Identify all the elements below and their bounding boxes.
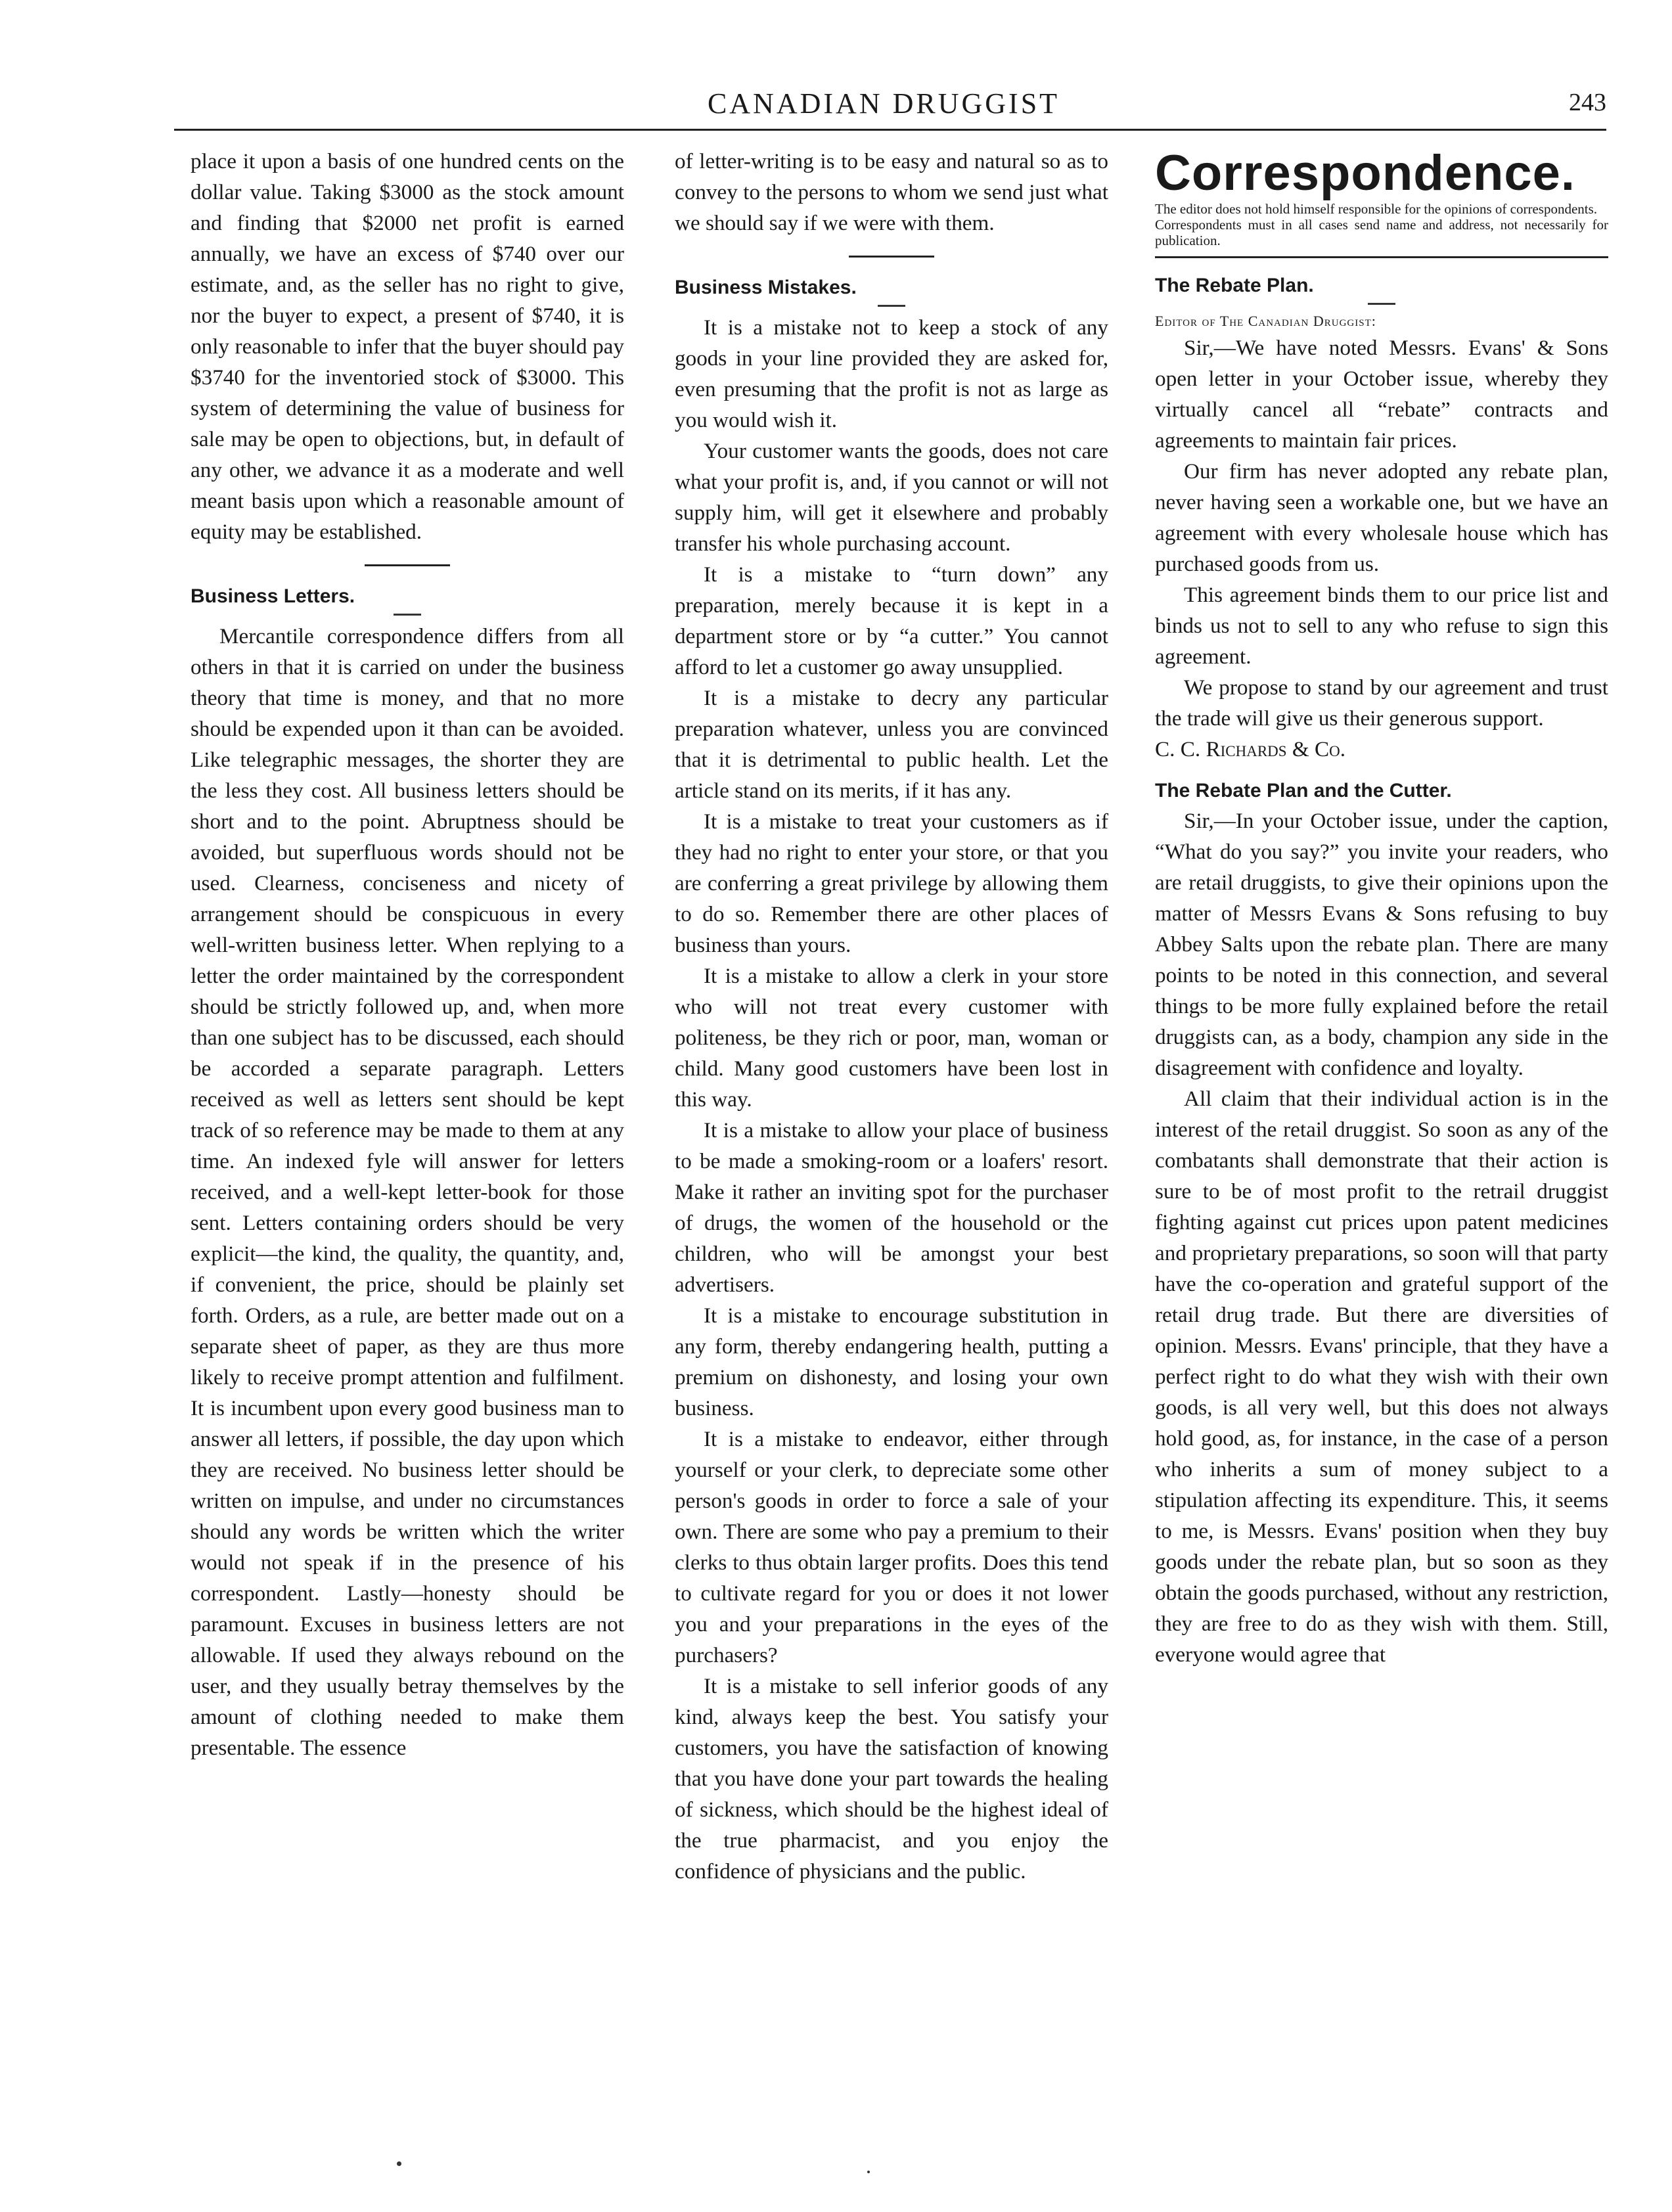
paragraph: We propose to stand by our agreement and trust the trade will give us their generous support. — [1155, 675, 1608, 731]
paragraph: Mercantile correspondence differs from all others in that it is carried on under the business theory that time is money, and that no more should be expended upon it than can be avoided. Like telegraphic messages, the shorter they are the less they cost. All business letters should be short and to the point. Abruptness should be avoided, but superfluous words should not be used. Clearness, conciseness and nicety of arrangement should be conspicuous in every well-written business letter. When replying to a letter the order maintained by the correspondent should be strictly followed up, and, when more than one subject has to be discussed, each should be accorded a separate paragraph. Letters received as well as letters sent should be kept track of so reference may be made to them at any time. An indexed fyle will answer for letters received, and a well-kept letter-book for those sent. Letters containing orders should be very explicit—the kind, the quality, the quantity, and, if convenient, the price, should be plainly set forth. Orders, as a rule, are better made out on a separate sheet of paper, as they are thus more likely to receive prompt attention and fulfilment. It is incumbent upon every good business man to answer all letters, if possible, the day upon which they are received. No business letter should be written on impulse, and under no circumstances should any words be written which the writer would not speak if in the presence of his correspondent. Lastly—honesty should be paramount. Excuses in business letters are not allowable. If used they always rebound on the user, and they usually betray themselves by the amount of clothing needed to make them presentable. The essence — [191, 624, 624, 1760]
correspondence-title: Correspondence. — [1155, 145, 1576, 201]
section-separator — [849, 256, 934, 258]
print-speck — [397, 2161, 401, 2166]
letter-addressee: Editor of The Canadian Druggist: — [1155, 313, 1376, 329]
letter-heading-rebate-plan: The Rebate Plan. — [1155, 275, 1314, 296]
paragraph: Sir,—In your October issue, under the caption, “What do you say?” you invite your readers, who are retail druggists, to give their opinions upon the matter of Messrs Evans & Sons refusing to buy Abbey Salts upon the rebate plan. There are many points to be noted in this connection, and several things to be more fully explained before the retail druggists can, as a body, champion any side in the disagreement with confidence and loyalty. — [1155, 809, 1608, 1080]
paragraph: It is a mistake to decry any particular preparation whatever, unless you are convinced that it is detrimental to public health. Let the article stand on its merits, if it has any. — [675, 686, 1108, 803]
letter-heading-rebate-plan-cutter: The Rebate Plan and the Cutter. — [1155, 780, 1452, 801]
section-heading-business-mistakes: Business Mistakes. — [675, 277, 857, 298]
heading-dash — [394, 614, 421, 616]
section-separator — [365, 564, 450, 566]
paragraph: It is a mistake to allow a clerk in your store who will not treat every customer with politeness, be they rich or poor, man, woman or child. Many good customers have been lost in this way. — [675, 964, 1108, 1112]
column-left — [191, 146, 624, 1763]
paragraph: All claim that their individual action is in the interest of the retail druggist. So soon as any of the combatants shall demonstrate that their action is sure to be of most profit to the retrail druggist fighting against cut prices upon patent medicines and proprietary preparations, so soon will that party have the co-operation and grateful support of the retail drug trade. But there are diversities of opinion. Messrs. Evans' principle, that they have a perfect right to do what they wish with their own goods, is all very well, but this does not always hold good, as, for instance, in the case of a person who inherits a sum of money subject to a stipulation affecting its expenditure. This, it seems to me, is Messrs. Evans' position when they buy goods under the rebate plan, but so soon as they obtain the goods purchased, without any restriction, they are free to do as they wish with them. Still, everyone would agree that — [1155, 1087, 1608, 1667]
editor-disclaimer: The editor does not hold himself responsible for the opinions of correspondents. — [1155, 201, 1598, 217]
heading-dash — [1368, 303, 1395, 305]
column-middle — [675, 146, 1108, 1887]
page-header — [161, 87, 1606, 124]
correspondents-note: Correspondents must in all cases send name and address, not necessarily for publication. — [1155, 217, 1608, 248]
paragraph: Your customer wants the goods, does not care what your profit is, and, if you cannot or will not supply him, will get it elsewhere and probably transfer his whole purchasing account. — [675, 439, 1108, 556]
column-right — [1155, 146, 1608, 1670]
paragraph: It is a mistake to allow your place of business to be made a smoking-room or a loafers' resort. Make it rather an inviting spot for the purchaser of drugs, the women of the household or the children, who will be amongst your best advertisers. — [675, 1118, 1108, 1297]
page-number: 243 — [1569, 89, 1606, 116]
paragraph: It is a mistake not to keep a stock of any goods in your line provided they are asked for, even presuming that the profit is not as large as you would wish it. — [675, 315, 1108, 432]
paragraph: Sir,—We have noted Messrs. Evans' & Sons open letter in your October issue, whereby they virtually cancel all “rebate” contracts and agreements to maintain fair prices. — [1155, 336, 1608, 453]
paragraph-continued: place it upon a basis of one hundred cents on the dollar value. Taking $3000 as the stock amount and finding that $2000 net profit is earned annually, we have an excess of $740 over our estimate, and, as the seller has no right to give, nor the buyer to expect, a present of $740, it is only reasonable to infer that the buyer should pay $3740 for the inventoried stock of $3000. This system of determining the value of business for sale may be open to objections, but, in default of any other, we advance it as a moderate and well meant basis upon which a reasonable amount of equity may be established. — [191, 149, 624, 544]
heading-dash — [878, 305, 905, 307]
title-rule — [1155, 256, 1608, 258]
paragraph: It is a mistake to treat your customers as if they had no right to enter your store, or that you are conferring a great privilege by allowing them to do so. Remember there are other places of business than yours. — [675, 809, 1108, 957]
section-heading-business-letters: Business Letters. — [191, 585, 355, 607]
paragraph: Our firm has never adopted any rebate plan, never having seen a workable one, but we have an agreement with every wholesale house which has purchased goods from us. — [1155, 459, 1608, 576]
paragraph: It is a mistake to “turn down” any preparation, merely because it is kept in a department store or by “a cutter.” You cannot afford to let a customer go away unsupplied. — [675, 562, 1108, 679]
paragraph: It is a mistake to encourage substitution in any form, thereby endangering health, putting a premium on dishonesty, and losing your own business. — [675, 1303, 1108, 1420]
header-rule — [174, 129, 1606, 131]
paragraph: It is a mistake to sell inferior goods of any kind, always keep the best. You satisfy your customers, you have the satisfaction of knowing that you have done your part towards the healing of sickness, which should be the highest ideal of the true pharmacist, and you enjoy the confidence of physicians and the public. — [675, 1674, 1108, 1884]
print-speck — [867, 2171, 870, 2173]
journal-title: CANADIAN DRUGGIST — [707, 87, 1060, 120]
paragraph: It is a mistake to endeavor, either through yourself or your clerk, to depreciate some other person's goods in order to force a sale of your own. There are some who pay a premium to their clerks to thus obtain larger profits. Does this tend to cultivate regard for you or does it not lower you and your preparations in the eyes of the purchasers? — [675, 1427, 1108, 1667]
letter-signature: C. C. Richards & Co. — [1155, 737, 1346, 761]
paragraph-continued: of letter-writing is to be easy and natural so as to convey to the persons to whom we send just what we should say if we were with them. — [675, 149, 1108, 235]
paragraph: This agreement binds them to our price list and binds us not to sell to any who refuse to sign this agreement. — [1155, 583, 1608, 669]
